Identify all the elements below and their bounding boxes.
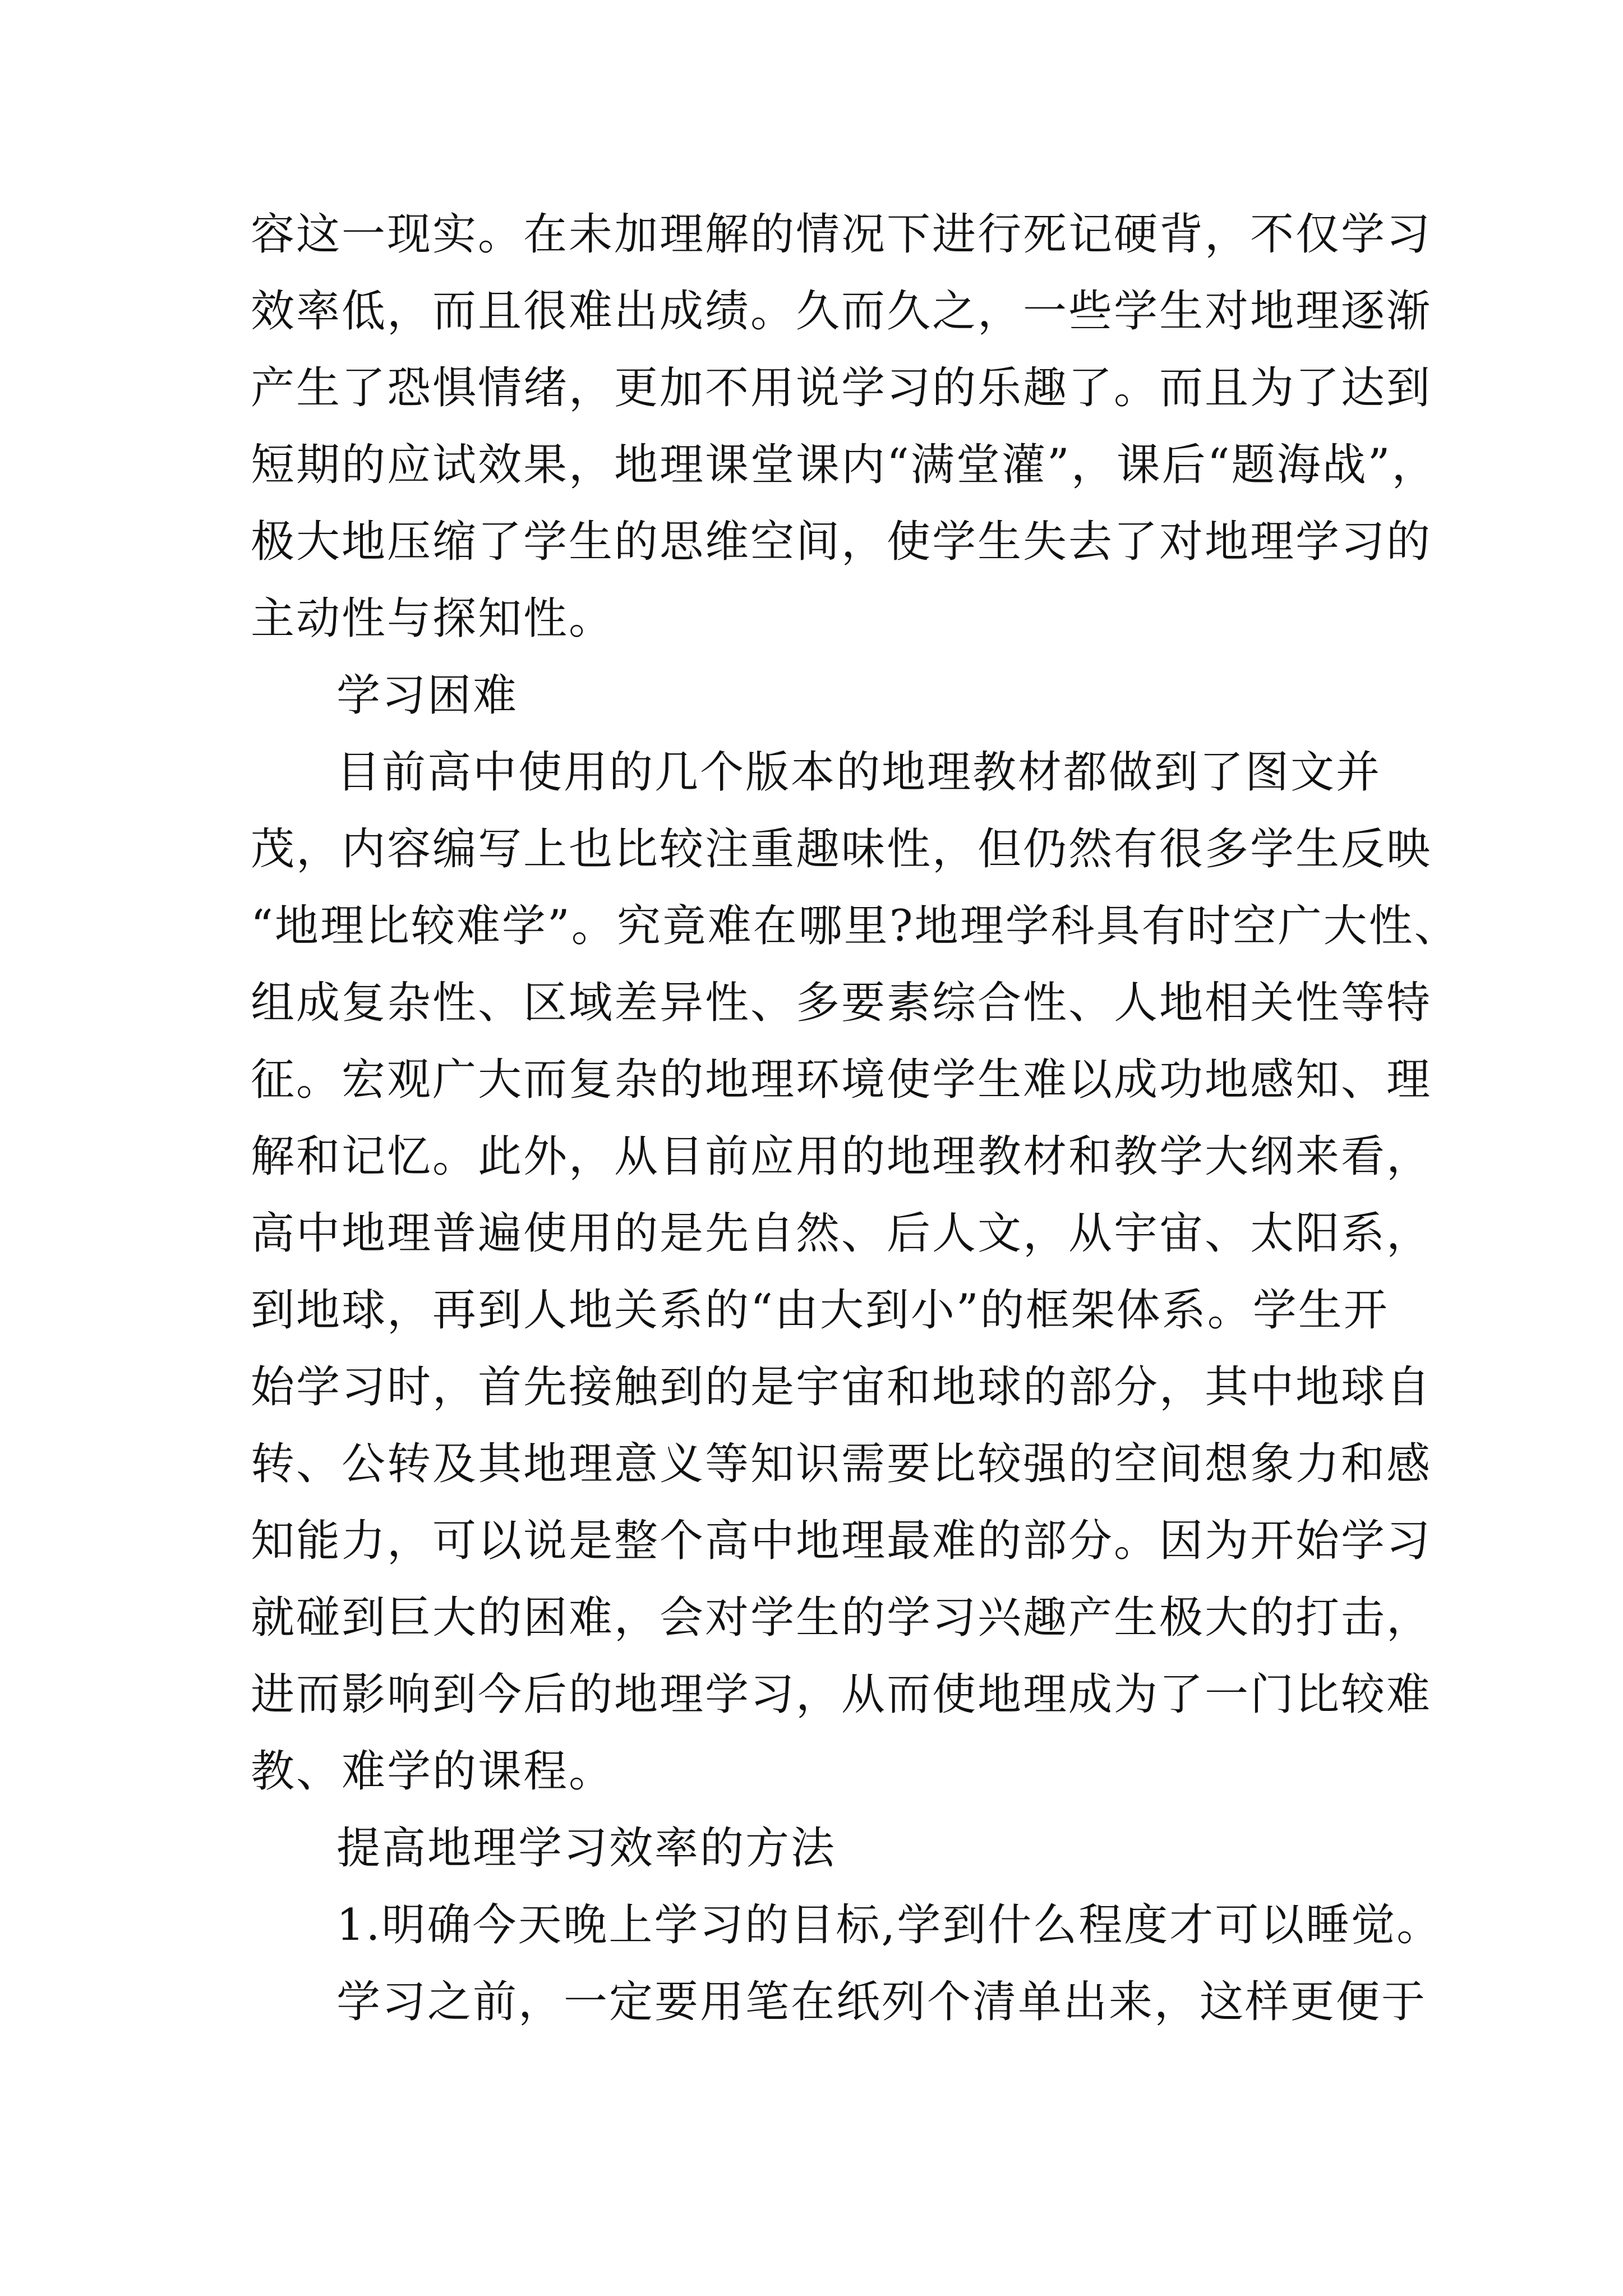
text-line: 到地球，再到人地关系的“由大到小”的框架体系。学生开 [251,1285,1389,1336]
text-line: 高中地理普遍使用的是先自然、后人文，从宇宙、太阳系， [251,1208,1432,1259]
text-line: 主动性与探知性。 [251,593,615,644]
text-line: 产生了恐惧情绪，更加不用说学习的乐趣了。而且为了达到 [251,363,1432,413]
text-line: 知能力，可以说是整个高中地理最难的部分。因为开始学习 [251,1516,1432,1566]
text-line: 组成复杂性、区域差异性、多要素综合性、人地相关性等特 [251,978,1432,1028]
text-line: “地理比较难学”。究竟难在哪里?地理学科具有时空广大性、 [251,901,1460,951]
text-line: 进而影响到今后的地理学习，从而使地理成为了一门比较难 [251,1669,1432,1720]
text-line: 茂，内容编写上也比较注重趣味性，但仍然有很多学生反映 [251,824,1432,875]
text-line: 容这一现实。在未加理解的情况下进行死记硬背，不仅学习 [251,209,1432,260]
text-line: 转、公转及其地理意义等知识需要比较强的空间想象力和感 [251,1439,1432,1489]
section-heading: 提高地理学习效率的方法 [336,1823,837,1874]
text-line: 始学习时，首先接触到的是宇宙和地球的部分，其中地球自 [251,1362,1432,1412]
text-line: 解和记忆。此外，从目前应用的地理教材和教学大纲来看， [251,1131,1432,1182]
text-line: 学习之前，一定要用笔在纸列个清单出来，这样更便于 [336,1977,1427,2027]
text-line: 目前高中使用的几个版本的地理教材都做到了图文并 [336,747,1382,798]
text-line: 教、难学的课程。 [251,1746,615,1797]
text-line: 效率低，而且很难出成绩。久而久之，一些学生对地理逐渐 [251,286,1432,337]
text-line: 极大地压缩了学生的思维空间，使学生失去了对地理学习的 [251,517,1432,567]
text-line: 短期的应试效果，地理课堂课内“满堂灌”，课后“题海战”， [251,440,1437,490]
list-item: 1.明确今天晚上学习的目标,学到什么程度才可以睡觉。 [336,1900,1442,1950]
text-line: 就碰到巨大的困难，会对学生的学习兴趣产生极大的打击， [251,1593,1432,1643]
text-line: 征。宏观广大而复杂的地理环境使学生难以成功地感知、理 [251,1055,1432,1105]
section-heading: 学习困难 [336,670,519,721]
